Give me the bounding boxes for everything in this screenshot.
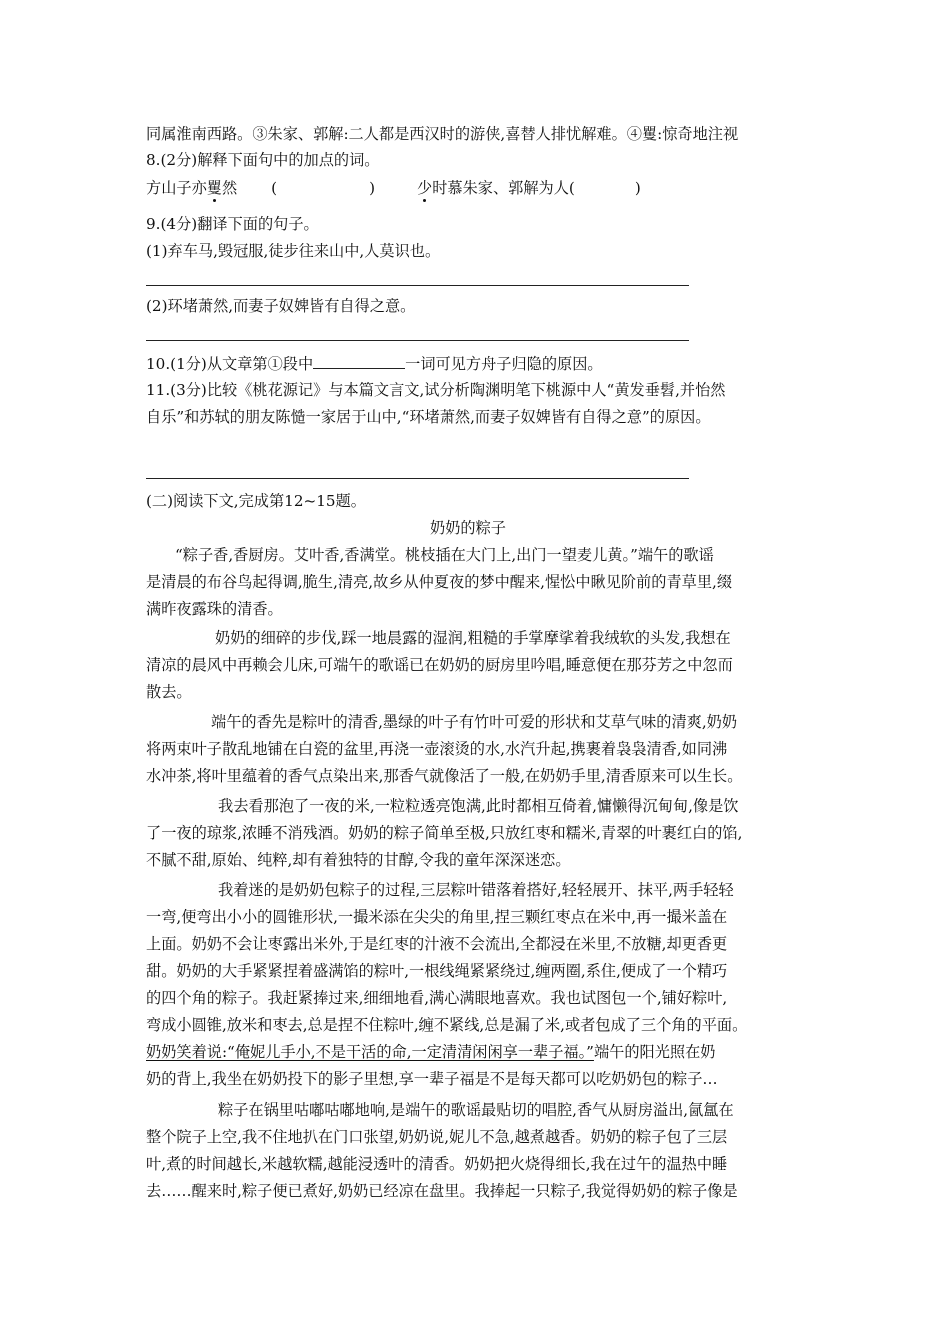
passage-line: 整个院子上空,我不住地扒在门口张望,奶奶说,妮儿不急,越煮越香。奶奶的粽子包了三层 xyxy=(146,1128,728,1146)
q10-fill-blank xyxy=(313,352,405,369)
passage-line: 不腻不甜,原始、纯粹,却有着独特的甘醇,令我的童年深深迷恋。 xyxy=(146,851,571,869)
passage-line: 水冲茶,将叶里蕴着的香气点染出来,那香气就像活了一般,在奶奶手里,清香原来可以生长。 xyxy=(146,767,743,785)
passage-line: 满昨夜露珠的清香。 xyxy=(146,600,283,618)
passage-line: 叶,煮的时间越长,米越软糯,越能浸透叶的清香。奶奶把火烧得细长,我在过午的温热中睡 xyxy=(146,1155,728,1173)
q8-phrase-b-post: 时慕朱家、郭解为人 xyxy=(432,179,569,197)
passage-line-tail: 端午的阳光照在奶 xyxy=(593,1043,716,1061)
section-2-heading: (二)阅读下文,完成第12~15题。 xyxy=(146,492,366,510)
passage-line: 清凉的晨风中再赖会儿床,可端午的歌谣已在奶奶的厨房里吟唱,睡意便在那芬芳之中忽而 xyxy=(146,656,733,674)
q8-answer-paren-b-open: ( xyxy=(568,179,575,197)
passage-line xyxy=(146,1042,715,1062)
passage-line: 弯成小圆锥,放米和枣去,总是捏不住粽叶,缠不紧线,总是漏了米,或者包成了三个角的平面。 xyxy=(146,1016,748,1034)
answer-line xyxy=(146,285,689,286)
question-11-line-1: 11.(3分)比较《桃花源记》与本篇文言文,试分析陶渊明笔下桃源中人“黄发垂髫,并怡然 xyxy=(146,381,726,399)
answer-line xyxy=(146,478,689,479)
answer-line xyxy=(146,340,689,341)
passage-line: 奶奶的细碎的步伐,踩一地晨露的湿润,粗糙的手掌摩挲着我绒软的头发,我想在 xyxy=(215,629,731,647)
passage-line: 散去。 xyxy=(146,683,192,701)
question-11-line-2: 自乐”和苏轼的朋友陈慥一家居于山中,“环堵萧然,而妻子奴婢皆有自得之意”的原因。 xyxy=(146,408,711,426)
q8-answer-paren-a-close: ) xyxy=(369,179,375,197)
q10-text-pre: 10.(1分)从文章第①段中 xyxy=(146,355,314,373)
passage-line: 粽子在锅里咕嘟咕嘟地响,是端午的歌谣最贴切的唱腔,香气从厨房溢出,氤氲在 xyxy=(218,1101,734,1119)
footnote-line: 同属淮南西路。③朱家、郭解:二人都是西汉时的游侠,喜替人排忧解难。④矍:惊奇地注视 xyxy=(146,125,739,143)
question-10 xyxy=(146,352,603,374)
passage-line: 我去看那泡了一夜的米,一粒粒透亮饱满,此时都相互倚着,慵懒得沉甸甸,像是饮 xyxy=(218,797,739,815)
q8-phrase-a-pre: 方山子亦 xyxy=(146,179,207,197)
q8-phrase-a-post: 然 xyxy=(221,179,238,197)
underlined-quote: 奶奶笑着说:“俺妮儿手小,不是干活的命,一定清清闲闲享一辈子福。” xyxy=(146,1043,594,1061)
q8-answer-paren-a-open: ( xyxy=(271,179,278,197)
passage-line: 去……醒来时,粽子便已煮好,奶奶已经凉在盘里。我捧起一只粽子,我觉得奶奶的粽子像是 xyxy=(146,1182,738,1200)
q8-dotted-word-a: 矍 xyxy=(206,179,222,197)
passage-line: 奶的背上,我坐在奶奶投下的影子里想,享一辈子福是不是每天都可以吃奶奶包的粽子… xyxy=(146,1070,718,1088)
question-8-items xyxy=(146,178,641,198)
question-9-stem: 9.(4分)翻译下面的句子。 xyxy=(146,215,319,233)
passage-line: 一弯,便弯出小小的圆锥形状,一撮米添在尖尖的角里,捏三颗红枣点在米中,再一撮米盖在 xyxy=(146,908,728,926)
q10-text-post: 一词可见方舟子归隐的原因。 xyxy=(405,355,603,373)
question-8-stem: 8.(2分)解释下面句中的加点的词。 xyxy=(146,151,380,169)
passage-line: 了一夜的琼浆,浓睡不消残酒。奶奶的粽子简单至极,只放红枣和糯米,青翠的叶裹红白的馅, xyxy=(146,824,743,842)
passage-line: 端午的香先是粽叶的清香,墨绿的叶子有竹叶可爱的形状和艾草气味的清爽,奶奶 xyxy=(211,713,738,731)
passage-line: 是清晨的布谷鸟起得调,脆生,清亮,故乡从仲夏夜的梦中醒来,惺忪中瞅见阶前的青草里,缀 xyxy=(146,573,733,591)
passage-line: 甜。奶奶的大手紧紧捏着盛满馅的粽叶,一根线绳紧紧绕过,缠两圈,系住,便成了一个精巧 xyxy=(146,962,728,980)
passage-line: 上面。奶奶不会让枣露出米外,于是红枣的汁液不会流出,全都浸在米里,不放糖,却更香更 xyxy=(146,935,728,953)
passage-line: 我着迷的是奶奶包粽子的过程,三层粽叶错落着搭好,轻轻展开、抹平,两手轻轻 xyxy=(218,881,734,899)
passage-line: 的四个角的粽子。我赶紧捧过来,细细地看,满心满眼地喜欢。我也试图包一个,铺好粽叶, xyxy=(146,989,728,1007)
question-9-sentence-2: (2)环堵萧然,而妻子奴婢皆有自得之意。 xyxy=(146,297,416,315)
question-9-sentence-1: (1)弃车马,毁冠服,徒步往来山中,人莫识也。 xyxy=(146,242,441,260)
q8-answer-paren-b-close: ) xyxy=(634,179,641,197)
q8-dotted-word-b: 少 xyxy=(417,179,433,197)
passage-title: 奶奶的粽子 xyxy=(430,519,506,537)
passage-line: 将两束叶子散乱地铺在白瓷的盆里,再浇一壶滚烫的水,水汽升起,携裹着袅袅清香,如同沸 xyxy=(146,740,728,758)
passage-line: “粽子香,香厨房。艾叶香,香满堂。桃枝插在大门上,出门一望麦儿黄。”端午的歌谣 xyxy=(175,546,714,564)
